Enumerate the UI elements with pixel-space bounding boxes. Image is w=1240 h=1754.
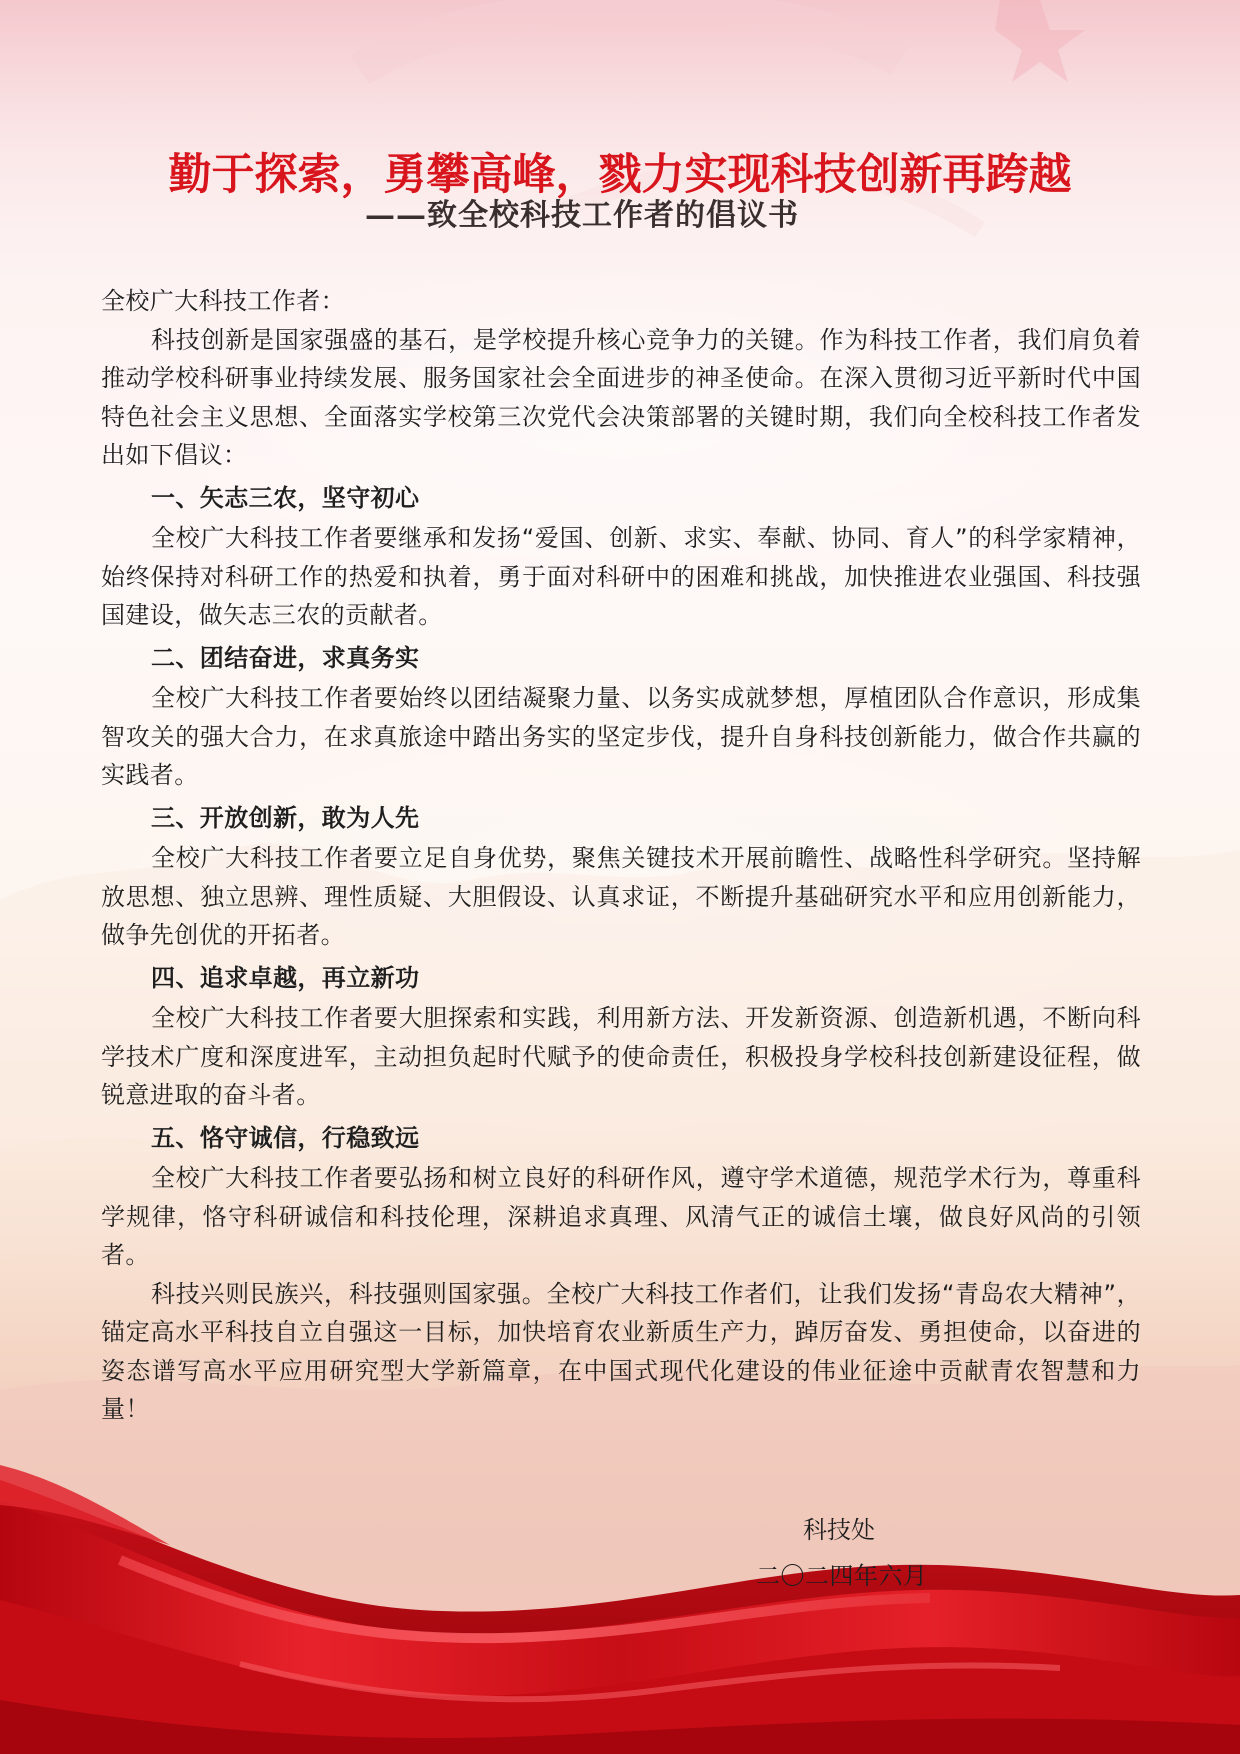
section-heading-4: 四、追求卓越，再立新功: [151, 963, 420, 992]
section-text-3: 全校广大科技工作者要立足自身优势，聚焦关键技术开展前瞻性、战略性科学研究。坚持解放思想、独立思辨、理性质疑、大胆假设、认真求证，不断提升基础研究水平和应用创新能力，做争先创优的开拓者。: [101, 844, 1141, 949]
section-text-1: 全校广大科技工作者要继承和发扬“爱国、创新、求实、奉献、协同、育人”的科学家精神，始终保持对科研工作的热爱和执着，勇于面对科研中的困难和挑战，加快推进农业强国、科技强国建设，做矢志三农的贡献者。: [101, 524, 1141, 629]
section-text-2: 全校广大科技工作者要始终以团结凝聚力量、以务实成就梦想，厚植团队合作意识，形成集智攻关的强大合力，在求真旅途中踏出务实的坚定步伐，提升自身科技创新能力，做合作共赢的实践者。: [101, 684, 1141, 789]
section-heading-2: 二、团结奋进，求真务实: [151, 643, 420, 672]
section-heading-3: 三、开放创新，敢为人先: [151, 803, 420, 832]
signature-date: 二〇二四年六月: [756, 1562, 928, 1590]
document-subtitle: ——致全校科技工作者的倡议书: [365, 198, 799, 233]
section-text-4: 全校广大科技工作者要大胆探索和实践，利用新方法、开发新资源、创造新机遇，不断向科学技术广度和深度进军，主动担负起时代赋予的使命责任，积极投身学校科技创新建设征程，做锐意进取的奋斗者。: [101, 1004, 1141, 1109]
signature-department: 科技处: [803, 1516, 875, 1544]
intro-paragraph: 科技创新是国家强盛的基石，是学校提升核心竞争力的关键。作为科技工作者，我们肩负着推动学校科研事业持续发展、服务国家社会全面进步的神圣使命。在深入贯彻习近平新时代中国特色社会主义思想、全面落实学校第三次党代会决策部署的关键时期，我们向全校科技工作者发出如下倡议：: [101, 325, 1141, 469]
section-text-5: 全校广大科技工作者要弘扬和树立良好的科研作风，遵守学术道德，规范学术行为，尊重科学规律，恪守科研诚信和科技伦理，深耕追求真理、风清气正的诚信土壤，做良好风尚的引领者。: [101, 1164, 1141, 1269]
document-title: 勤于探索，勇攀高峰，戮力实现科技创新再跨越: [168, 149, 1072, 200]
salutation: 全校广大科技工作者：: [101, 287, 345, 315]
section-heading-1: 一、矢志三农，坚守初心: [151, 483, 420, 512]
document-body: [101, 282, 1141, 1429]
closing-paragraph: 科技兴则民族兴，科技强则国家强。全校广大科技工作者们，让我们发扬“青岛农大精神”，锚定高水平科技自立自强这一目标，加快培育农业新质生产力，踔厉奋发、勇担使命，以奋进的姿态谱写高水平应用研究型大学新篇章，在中国式现代化建设的伟业征途中贡献青农智慧和力量！: [101, 1279, 1141, 1423]
section-heading-5: 五、恪守诚信，行稳致远: [151, 1123, 420, 1152]
